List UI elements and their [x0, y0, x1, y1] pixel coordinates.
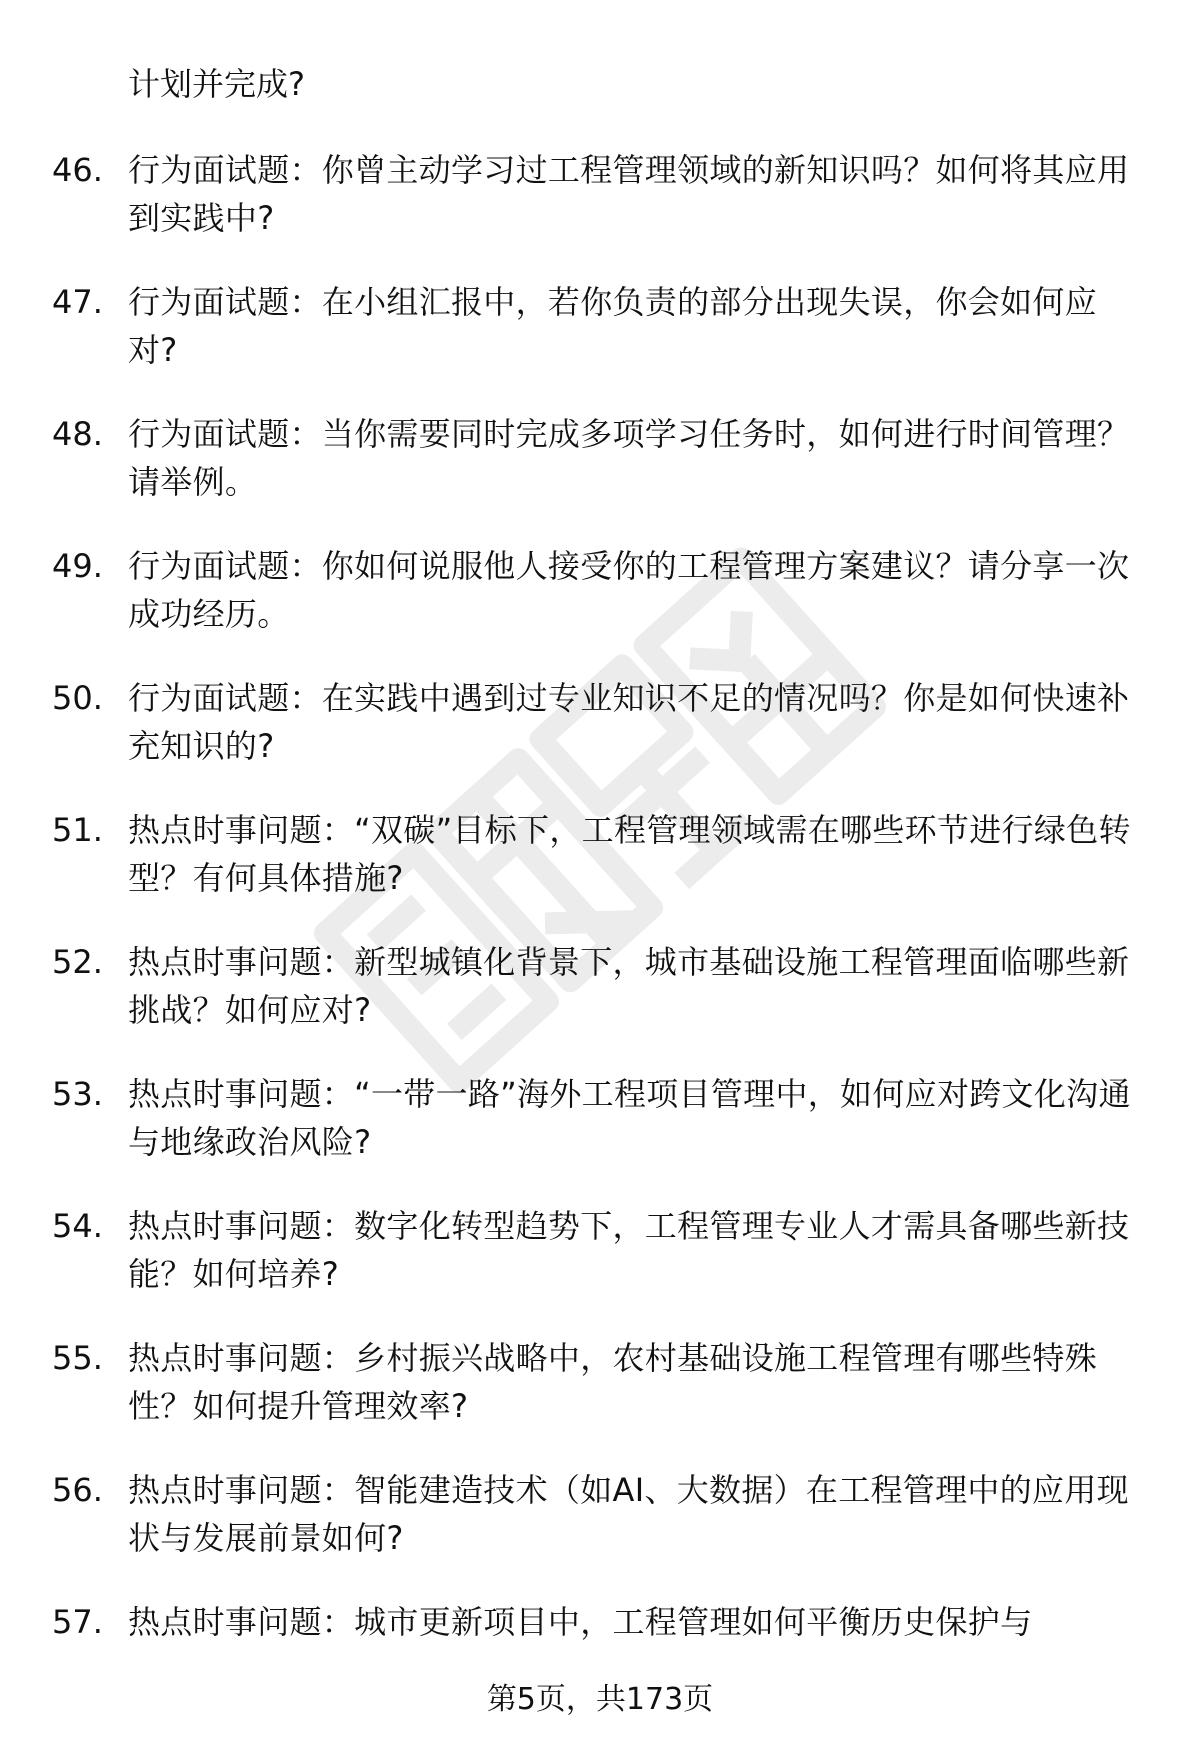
list-item: [0, 146, 1200, 254]
question-number: 46.: [52, 151, 103, 189]
question-text: 热点时事问题：智能建造技术（如AI、大数据）在工程管理中的应用现状与发展前景如何?: [128, 1471, 1129, 1557]
question-number: 47.: [52, 283, 103, 321]
question-number: 49.: [52, 547, 103, 585]
question-number: 55.: [52, 1339, 103, 1377]
list-item: [0, 1334, 1200, 1442]
question-number: 56.: [52, 1471, 103, 1509]
question-text: 行为面试题：当你需要同时完成多项学习任务时，如何进行时间管理？请举例。: [128, 415, 1130, 501]
question-number: 57.: [52, 1603, 103, 1641]
question-text: 行为面试题：在小组汇报中，若你负责的部分出现失误，你会如何应对?: [128, 283, 1098, 369]
list-item: [0, 542, 1200, 650]
question-text: 热点时事问题：数字化转型趋势下，工程管理专业人才需具备哪些新技能？如何培养?: [128, 1207, 1130, 1293]
question-number: 52.: [52, 943, 103, 981]
question-list: [0, 146, 1200, 1730]
question-text: 热点时事问题：新型城镇化背景下，城市基础设施工程管理面临哪些新挑战？如何应对?: [128, 943, 1130, 1029]
question-text: 热点时事问题：“一带一路”海外工程项目管理中，如何应对跨文化沟通与地缘政治风险?: [128, 1075, 1131, 1161]
page-footer: 第5页，共173页: [486, 1682, 714, 1717]
list-item: [0, 410, 1200, 518]
question-number: 54.: [52, 1207, 103, 1245]
question-text: 热点时事问题：城市更新项目中，工程管理如何平衡历史保护与: [128, 1603, 1033, 1641]
list-item: [0, 1070, 1200, 1178]
list-item: [0, 1202, 1200, 1310]
question-text: 行为面试题：在实践中遇到过专业知识不足的情况吗？你是如何快速补充知识的?: [128, 679, 1130, 765]
list-item: [0, 806, 1200, 914]
list-item: [0, 1466, 1200, 1574]
question-text: 行为面试题：你如何说服他人接受你的工程管理方案建议？请分享一次成功经历。: [128, 547, 1130, 633]
list-item: [0, 674, 1200, 782]
question-text: 行为面试题：你曾主动学习过工程管理领域的新知识吗？如何将其应用到实践中?: [128, 151, 1130, 237]
question-number: 50.: [52, 679, 103, 717]
question-text: 热点时事问题：乡村振兴战略中，农村基础设施工程管理有哪些特殊性？如何提升管理效率?: [128, 1339, 1098, 1425]
question-number: 51.: [52, 811, 103, 849]
list-item: [0, 278, 1200, 386]
question-number: 48.: [52, 415, 103, 453]
list-item: [0, 938, 1200, 1046]
continuation-text: 计划并完成?: [128, 65, 305, 103]
question-number: 53.: [52, 1075, 103, 1113]
question-text: 热点时事问题：“双碳”目标下，工程管理领域需在哪些环节进行绿色转型？有何具体措施?: [128, 811, 1131, 897]
